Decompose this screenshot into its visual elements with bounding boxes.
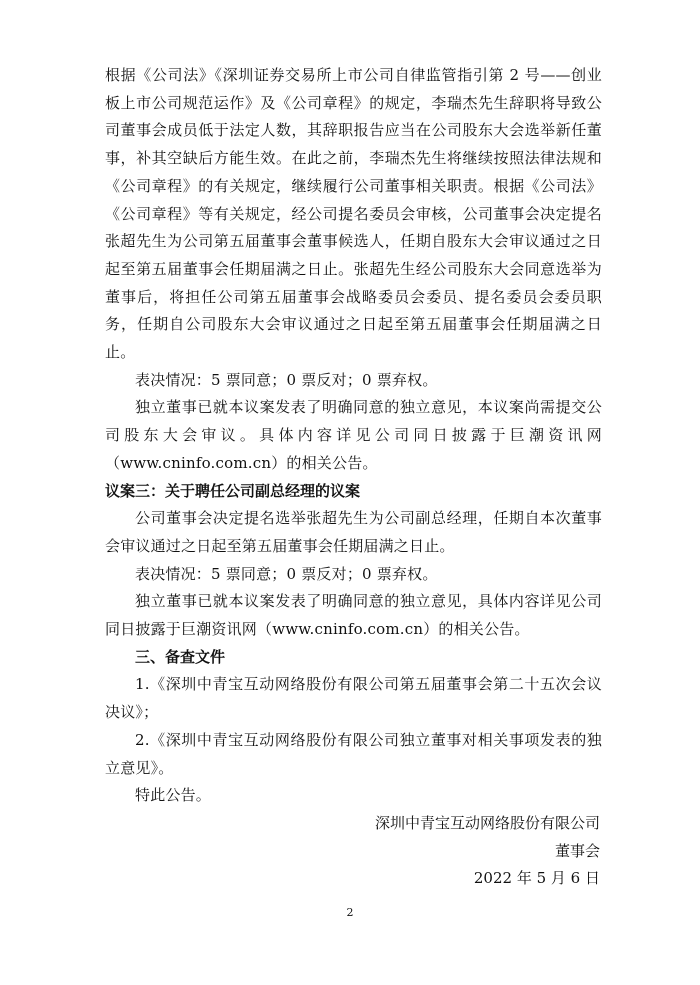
vote-result-2: 表决情况：5 票同意；0 票反对；0 票弃权。 — [135, 564, 438, 583]
independent-opinion-1: 独立董事已就本议案发表了明确同意的独立意见，本议案尚需提交公司股东大会审议。具体内容详见公司同日披露于巨潮资讯网（www.cninfo.com.cn）的相关公告。 — [105, 398, 602, 472]
reference-file-1: 1.《深圳中青宝互动网络股份有限公司第五届董事会第二十五次会议决议》； — [105, 675, 602, 722]
independent-opinion-2: 独立董事已就本议案发表了明确同意的独立意见，具体内容详见公司同日披露于巨潮资讯网（www.cninfo.com.cn）的相关公告。 — [105, 592, 602, 639]
signature-board: 董事会 — [554, 841, 600, 860]
proposal-3-heading: 议案三：关于聘任公司副总经理的议案 — [105, 481, 361, 500]
signature-date: 2022 年 5 月 6 日 — [473, 869, 600, 888]
proposal-3-text: 公司董事会决定提名选举张超先生为公司副总经理，任期自本次董事会审议通过之日起至第五届董事会任期届满之日止。 — [105, 509, 602, 555]
reference-file-2: 2.《深圳中青宝互动网络股份有限公司独立董事对相关事项发表的独立意见》。 — [105, 730, 602, 777]
page-number: 2 — [346, 906, 354, 919]
section-3-heading: 三、备查文件 — [135, 647, 226, 666]
signature-company: 深圳中青宝互动网络股份有限公司 — [374, 813, 600, 832]
vote-result-1: 表决情况：5 票同意；0 票反对；0 票弃权。 — [135, 370, 438, 389]
document-page — [105, 62, 602, 893]
paragraph-director-resignation: 根据《公司法》《深圳证券交易所上市公司自律监管指引第 2 号——创业板上市公司规范运作》及《公司章程》的规定，李瑞杰先生辞职将导致公司董事会成员低于法定人数，其辞职报告应当在公司股东大会选举新任董事，补其空缺后方能生效。在此之前，李瑞杰先生将继续按照法律法规和《公司章程》的有关规定，继续履行公司董事相关职责。根据《公司法》《公司章程》等有关规定，经公司提名委员会审核，公司董事会决定提名张超先生为公司第五届董事会董事候选人，任期自股东大会审议通过之日起至第五届董事会任期届满之日止。张超先生经公司股东大会同意选举为董事后，将担任公司第五届董事会战略委员会委员、提名委员会委员职务，任期自公司股东大会审议通过之日起至第五届董事会任期届满之日止。 — [105, 66, 602, 362]
closing-text: 特此公告。 — [135, 786, 212, 805]
